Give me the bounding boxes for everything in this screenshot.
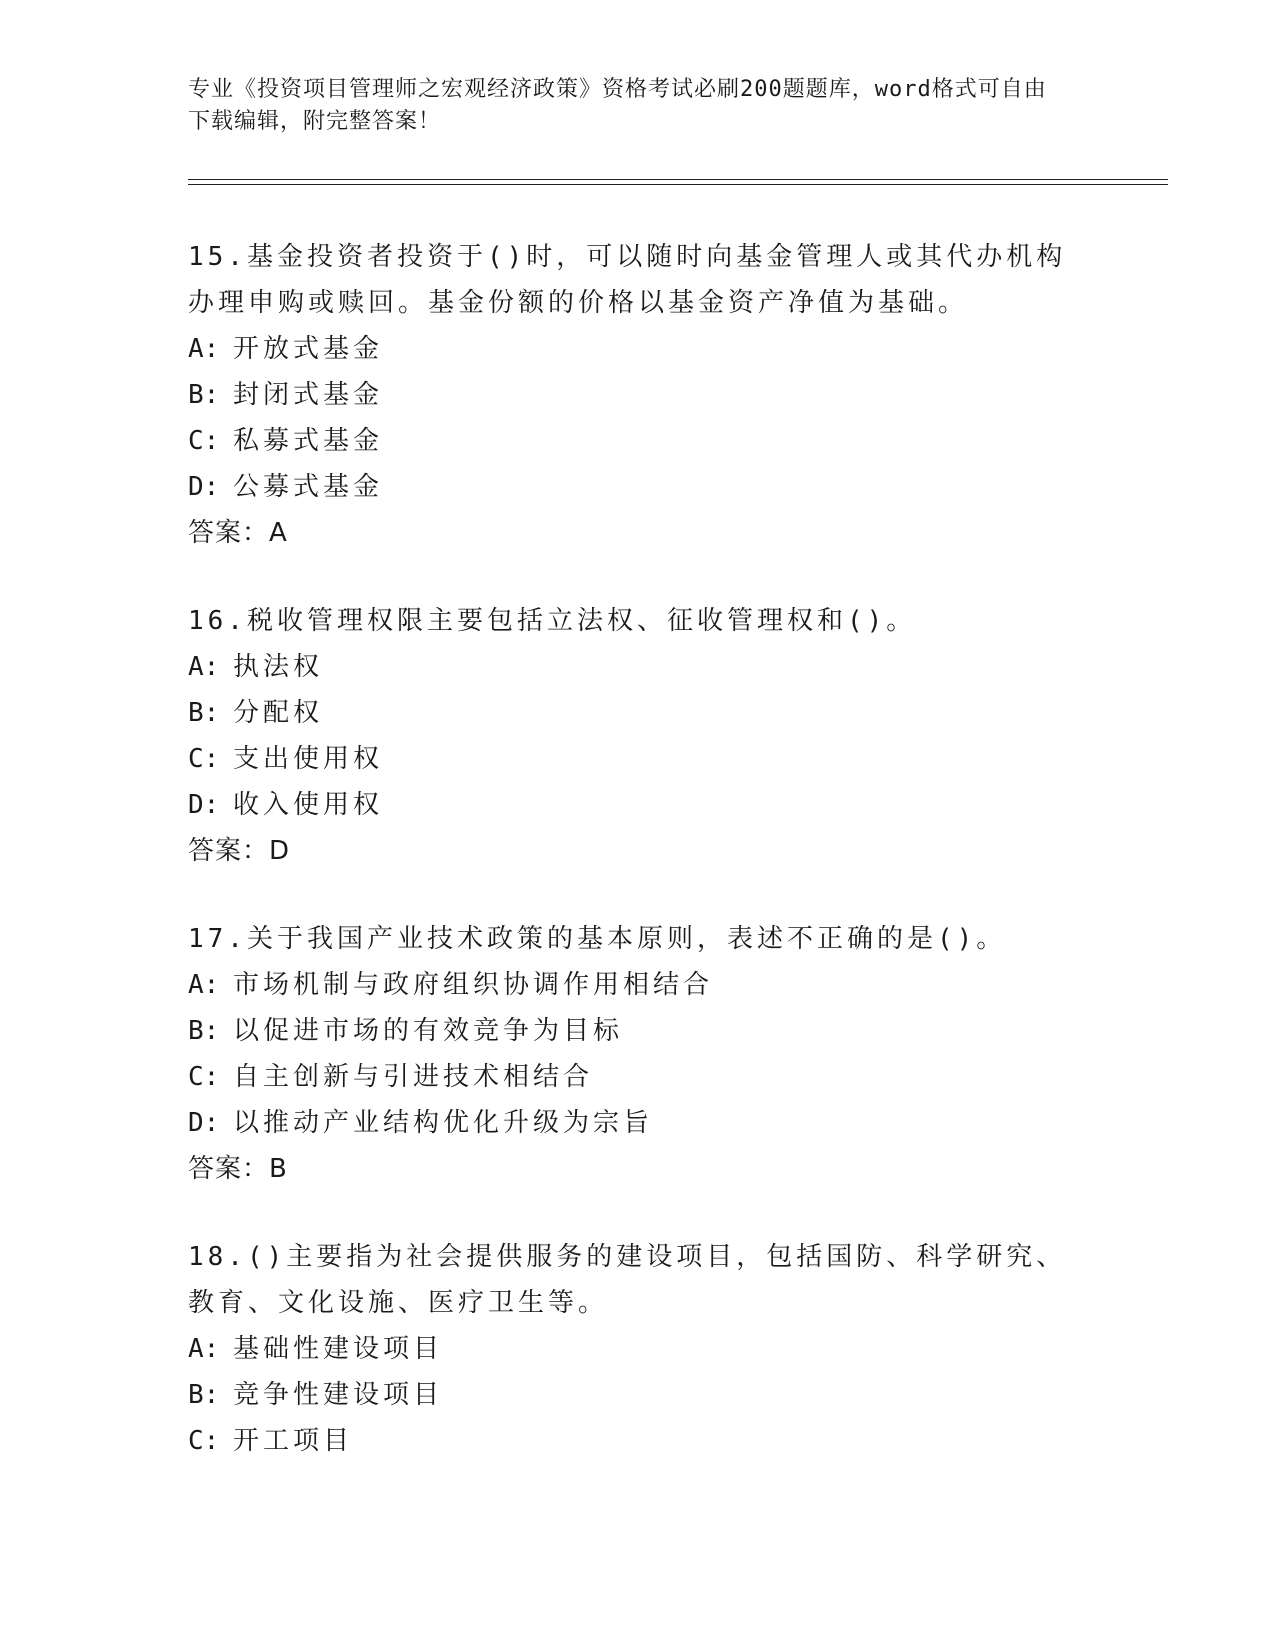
option-text: 基础性建设项目 (233, 1334, 444, 1364)
question-stem: 16.税收管理权限主要包括立法权、征收管理权和()。 (188, 606, 917, 636)
option-c (188, 1418, 1088, 1464)
option-letter: B: (188, 380, 220, 410)
option-a (188, 1326, 1088, 1372)
option-letter: D: (188, 790, 220, 820)
option-text: 私募式基金 (233, 426, 384, 456)
question-16 (188, 598, 1088, 874)
option-letter: C: (188, 1062, 220, 1092)
option-d (188, 1100, 1088, 1146)
question-17 (188, 916, 1088, 1192)
option-text: 自主创新与引进技术相结合 (233, 1062, 594, 1092)
option-letter: C: (188, 426, 220, 456)
option-b (188, 690, 1088, 736)
option-letter: D: (188, 1108, 220, 1138)
option-text: 支出使用权 (233, 744, 384, 774)
option-text: 执法权 (233, 652, 324, 682)
option-text: 市场机制与政府组织协调作用相结合 (233, 970, 714, 1000)
option-letter: B: (188, 1380, 220, 1410)
option-d (188, 782, 1088, 828)
option-b (188, 1372, 1088, 1418)
answer-line: 答案：A (188, 518, 288, 548)
option-letter: C: (188, 1426, 220, 1456)
question-18 (188, 1234, 1088, 1464)
option-letter: B: (188, 1016, 220, 1046)
answer-line: 答案：D (188, 836, 291, 866)
question-list (188, 234, 1088, 1506)
option-letter: A: (188, 652, 220, 682)
header-divider-bottom (188, 184, 1168, 185)
header-divider-top (188, 179, 1168, 180)
question-stem: 15.基金投资者投资于()时，可以随时向基金管理人或其代办机构办理申购或赎回。基金份额的价格以基金资产净值为基础。 (188, 242, 1067, 318)
option-c (188, 736, 1088, 782)
document-header: 专业《投资项目管理师之宏观经济政策》资格考试必刷200题题库，word格式可自由下载编辑，附完整答案！ (188, 77, 1047, 134)
option-c (188, 418, 1088, 464)
option-b (188, 1008, 1088, 1054)
answer-line: 答案：B (188, 1154, 288, 1184)
option-text: 收入使用权 (233, 790, 384, 820)
option-text: 以促进市场的有效竞争为目标 (233, 1016, 624, 1046)
option-text: 以推动产业结构优化升级为宗旨 (233, 1108, 654, 1138)
option-d (188, 464, 1088, 510)
option-b (188, 372, 1088, 418)
option-a (188, 644, 1088, 690)
option-letter: A: (188, 1334, 220, 1364)
question-stem: 17.关于我国产业技术政策的基本原则，表述不正确的是()。 (188, 924, 1007, 954)
option-letter: A: (188, 970, 220, 1000)
option-a (188, 326, 1088, 372)
option-text: 公募式基金 (233, 472, 384, 502)
option-text: 竞争性建设项目 (233, 1380, 444, 1410)
option-letter: D: (188, 472, 220, 502)
question-stem: 18.()主要指为社会提供服务的建设项目，包括国防、科学研究、教育、文化设施、医疗卫生等。 (188, 1242, 1067, 1318)
option-letter: A: (188, 334, 220, 364)
option-a (188, 962, 1088, 1008)
option-text: 封闭式基金 (233, 380, 384, 410)
option-text: 开工项目 (233, 1426, 354, 1456)
option-letter: B: (188, 698, 220, 728)
option-letter: C: (188, 744, 220, 774)
option-c (188, 1054, 1088, 1100)
option-text: 开放式基金 (233, 334, 384, 364)
option-text: 分配权 (233, 698, 324, 728)
question-15 (188, 234, 1088, 556)
